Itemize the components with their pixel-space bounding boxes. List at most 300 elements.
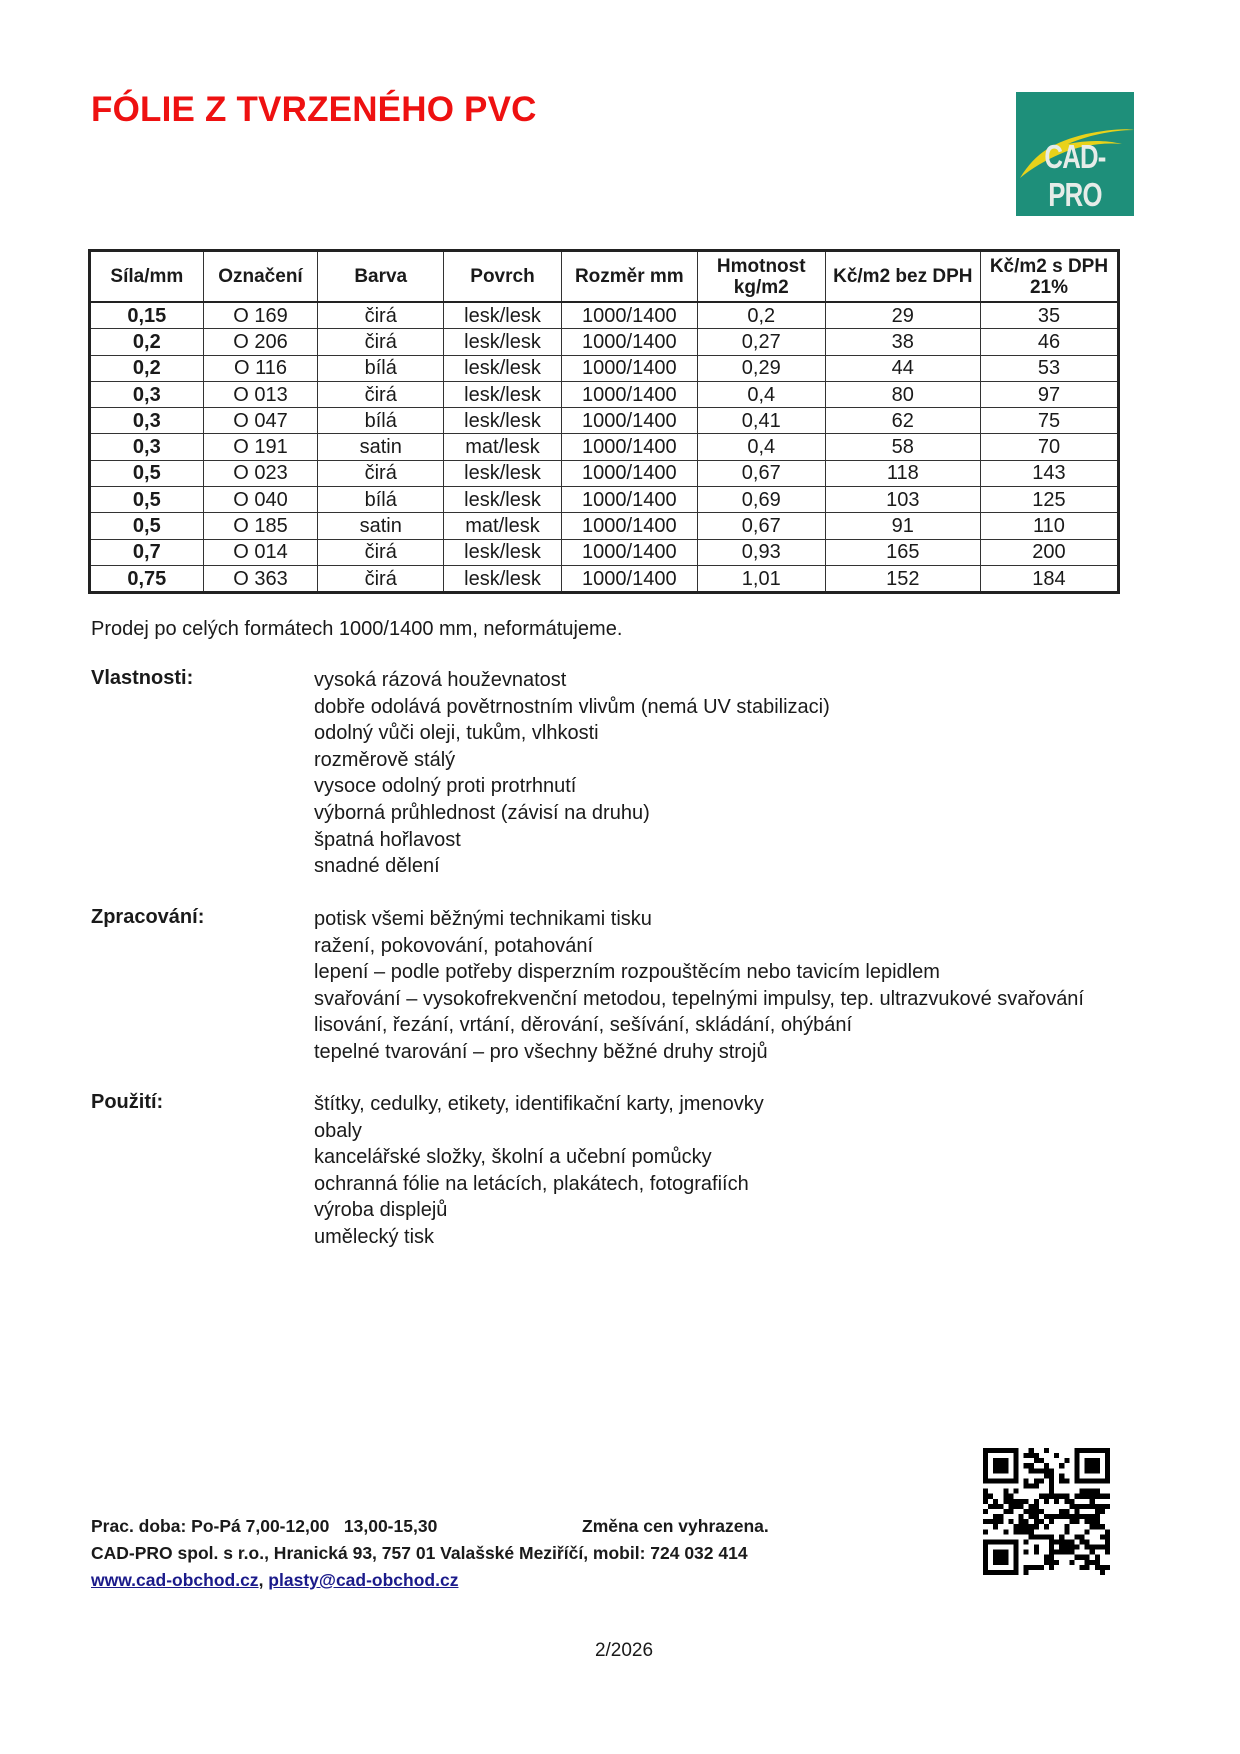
cell-size: 1000/1400: [561, 487, 697, 513]
cell-size: 1000/1400: [561, 434, 697, 460]
table-row: [90, 513, 1119, 539]
qr-module: [1090, 1494, 1095, 1499]
qr-module: [1003, 1468, 1008, 1473]
qr-module: [993, 1478, 998, 1483]
qr-module: [1069, 1539, 1074, 1544]
qr-module: [1064, 1478, 1069, 1483]
qr-module: [1064, 1494, 1069, 1499]
qr-module: [1105, 1565, 1110, 1570]
cell-weight: 0,27: [697, 329, 825, 355]
cell-code: O 169: [203, 302, 318, 329]
cell-thickness: 0,5: [90, 487, 204, 513]
qr-module: [1008, 1448, 1013, 1453]
qr-module: [983, 1463, 988, 1468]
qr-module: [1059, 1514, 1064, 1519]
cell-price-vat: 53: [980, 355, 1118, 381]
qr-module: [1013, 1458, 1018, 1463]
qr-module: [1100, 1478, 1105, 1483]
qr-module: [983, 1494, 988, 1499]
qr-module: [1074, 1478, 1079, 1483]
list-item: lepení – podle potřeby disperzním rozpouštěcím nebo tavicím lepidlem: [314, 961, 940, 984]
qr-module: [1008, 1504, 1013, 1509]
qr-module: [993, 1463, 998, 1468]
qr-module: [1085, 1468, 1090, 1473]
qr-module: [1090, 1468, 1095, 1473]
qr-module: [1034, 1519, 1039, 1524]
qr-module: [1064, 1539, 1069, 1544]
qr-module: [1029, 1463, 1034, 1468]
qr-module: [1085, 1545, 1090, 1550]
qr-module: [1024, 1478, 1029, 1483]
qr-module: [1095, 1494, 1100, 1499]
qr-module: [1034, 1484, 1039, 1489]
qr-module: [1074, 1463, 1079, 1468]
qr-module: [1034, 1545, 1039, 1550]
qr-module: [1090, 1478, 1095, 1483]
cad-pro-logo: [1016, 92, 1134, 216]
qr-module: [1024, 1463, 1029, 1468]
header-size: Rozměr mm: [561, 251, 697, 303]
cell-surface: lesk/lesk: [444, 408, 562, 434]
qr-module: [1105, 1453, 1110, 1458]
cell-surface: lesk/lesk: [444, 381, 562, 407]
list-item: kancelářské složky, školní a učební pomůcky: [314, 1146, 712, 1169]
qr-module: [1024, 1453, 1029, 1458]
qr-module: [1054, 1539, 1059, 1544]
email-link[interactable]: plasty@cad-obchod.cz: [268, 1570, 459, 1590]
qr-module: [998, 1550, 1003, 1555]
qr-module: [1008, 1519, 1013, 1524]
cell-price-no-vat: 118: [825, 460, 980, 486]
cell-surface: lesk/lesk: [444, 460, 562, 486]
qr-module: [1100, 1570, 1105, 1575]
cell-price-vat: 200: [980, 539, 1118, 565]
qr-module: [1059, 1473, 1064, 1478]
qr-module: [1029, 1453, 1034, 1458]
qr-module: [1074, 1519, 1079, 1524]
cell-weight: 0,29: [697, 355, 825, 381]
qr-module: [1059, 1539, 1064, 1544]
qr-module: [998, 1478, 1003, 1483]
list-item: výborná průhlednost (závisí na druhu): [314, 801, 650, 824]
qr-module: [1034, 1499, 1039, 1504]
qr-module: [983, 1453, 988, 1458]
cell-code: O 047: [203, 408, 318, 434]
page-number: 2/2026: [594, 1640, 654, 1661]
qr-module: [1064, 1514, 1069, 1519]
qr-module: [983, 1570, 988, 1575]
qr-module: [1029, 1468, 1034, 1473]
cell-thickness: 0,5: [90, 513, 204, 539]
qr-module: [1044, 1494, 1049, 1499]
qr-module: [1100, 1494, 1105, 1499]
cell-size: 1000/1400: [561, 329, 697, 355]
qr-module: [1095, 1565, 1100, 1570]
qr-module: [1100, 1565, 1105, 1570]
qr-module: [998, 1555, 1003, 1560]
qr-module: [993, 1570, 998, 1575]
table-row: [90, 381, 1119, 407]
qr-module: [1090, 1448, 1095, 1453]
qr-module: [1049, 1468, 1054, 1473]
cell-price-vat: 70: [980, 434, 1118, 460]
qr-module: [1049, 1519, 1054, 1524]
qr-module: [1080, 1514, 1085, 1519]
qr-module: [1095, 1514, 1100, 1519]
qr-module: [993, 1539, 998, 1544]
qr-module: [1059, 1509, 1064, 1514]
qr-module: [1090, 1545, 1095, 1550]
qr-module: [1105, 1448, 1110, 1453]
header-weight: [697, 251, 825, 303]
qr-module: [1029, 1534, 1034, 1539]
qr-module: [983, 1499, 988, 1504]
qr-module: [1095, 1463, 1100, 1468]
qr-module: [1034, 1534, 1039, 1539]
qr-module: [1080, 1555, 1085, 1560]
cell-color: čirá: [318, 302, 444, 329]
qr-module: [983, 1458, 988, 1463]
qr-module: [1080, 1448, 1085, 1453]
list-item: umělecký tisk: [314, 1225, 435, 1248]
qr-module: [1044, 1499, 1049, 1504]
qr-module: [1090, 1519, 1095, 1524]
cell-price-no-vat: 165: [825, 539, 980, 565]
qr-module: [983, 1468, 988, 1473]
qr-module: [988, 1448, 993, 1453]
qr-module: [1105, 1529, 1110, 1534]
header-price-no-vat: Kč/m2 bez DPH: [825, 251, 980, 303]
table-row: [90, 302, 1119, 329]
qr-module: [1064, 1545, 1069, 1550]
qr-module: [1034, 1565, 1039, 1570]
cell-code: O 040: [203, 487, 318, 513]
qr-module: [1049, 1514, 1054, 1519]
qr-module: [1003, 1529, 1008, 1534]
qr-module: [1069, 1504, 1074, 1509]
cell-surface: mat/lesk: [444, 434, 562, 460]
qr-module: [1003, 1550, 1008, 1555]
qr-module: [1024, 1565, 1029, 1570]
qr-module: [983, 1539, 988, 1544]
qr-module: [1034, 1550, 1039, 1555]
qr-module: [1024, 1499, 1029, 1504]
cell-color: čirá: [318, 329, 444, 355]
qr-module: [1069, 1560, 1074, 1565]
cell-weight: 0,93: [697, 539, 825, 565]
qr-module: [1080, 1489, 1085, 1494]
qr-module: [1003, 1570, 1008, 1575]
qr-module: [1074, 1473, 1079, 1478]
qr-module: [1034, 1524, 1039, 1529]
header-weight-line2: kg/m2: [733, 276, 789, 298]
qr-module: [1105, 1458, 1110, 1463]
qr-module: [1008, 1478, 1013, 1483]
table-body: [90, 302, 1119, 593]
qr-module: [998, 1514, 1003, 1519]
qr-module: [998, 1448, 1003, 1453]
qr-module: [1074, 1468, 1079, 1473]
qr-module: [1039, 1458, 1044, 1463]
qr-module: [1100, 1509, 1105, 1514]
qr-module: [1105, 1545, 1110, 1550]
section-label: Zpracování:: [91, 906, 205, 928]
qr-module: [1069, 1514, 1074, 1519]
qr-module: [988, 1504, 993, 1509]
qr-module: [1054, 1514, 1059, 1519]
qr-module: [993, 1550, 998, 1555]
qr-module: [1024, 1550, 1029, 1555]
header-price-vat-line1: Kč/m2 s DPH: [989, 255, 1109, 277]
logo-text: CAD-PRO: [1044, 138, 1106, 213]
cell-thickness: 0,3: [90, 434, 204, 460]
qr-module: [1105, 1463, 1110, 1468]
cell-price-vat: 97: [980, 381, 1118, 407]
qr-module: [1064, 1529, 1069, 1534]
qr-module: [1080, 1478, 1085, 1483]
qr-module: [1024, 1539, 1029, 1544]
cell-price-vat: 110: [980, 513, 1118, 539]
qr-module: [1013, 1468, 1018, 1473]
qr-module: [993, 1514, 998, 1519]
qr-module: [1095, 1468, 1100, 1473]
qr-module: [1085, 1489, 1090, 1494]
qr-module: [1044, 1468, 1049, 1473]
qr-module: [1013, 1478, 1018, 1483]
footer-links: [91, 1570, 458, 1591]
qr-module: [988, 1478, 993, 1483]
qr-module: [998, 1519, 1003, 1524]
qr-module: [1049, 1560, 1054, 1565]
qr-module: [1080, 1534, 1085, 1539]
qr-module: [1105, 1473, 1110, 1478]
cell-code: O 185: [203, 513, 318, 539]
qr-module: [1095, 1489, 1100, 1494]
qr-module: [1044, 1463, 1049, 1468]
qr-module: [998, 1570, 1003, 1575]
list-item: štítky, cedulky, etikety, identifikační karty, jmenovky: [314, 1093, 764, 1115]
qr-module: [1039, 1565, 1044, 1570]
qr-module: [1039, 1478, 1044, 1483]
qr-module: [1034, 1478, 1039, 1483]
qr-module: [1074, 1494, 1079, 1499]
qr-module: [1003, 1458, 1008, 1463]
qr-module: [1049, 1565, 1054, 1570]
qr-module: [1090, 1550, 1095, 1555]
list-item: obaly: [314, 1119, 362, 1142]
qr-module: [1044, 1534, 1049, 1539]
cell-surface: mat/lesk: [444, 513, 562, 539]
qr-module: [1029, 1529, 1034, 1534]
qr-module: [993, 1519, 998, 1524]
cell-surface: lesk/lesk: [444, 487, 562, 513]
cell-price-vat: 35: [980, 302, 1118, 329]
qr-module: [1013, 1504, 1018, 1509]
qr-module: [1024, 1484, 1029, 1489]
qr-module: [1013, 1570, 1018, 1575]
qr-module: [1074, 1458, 1079, 1463]
link-separator: ,: [258, 1570, 269, 1590]
qr-module: [1013, 1499, 1018, 1504]
table-row: [90, 487, 1119, 513]
table-row: [90, 355, 1119, 381]
qr-module: [1054, 1560, 1059, 1565]
section-list: [314, 667, 830, 880]
qr-module: [1105, 1539, 1110, 1544]
qr-module: [1064, 1509, 1069, 1514]
list-item: výroba displejů: [314, 1199, 448, 1222]
cell-surface: lesk/lesk: [444, 565, 562, 592]
header-surface: Povrch: [444, 251, 562, 303]
qr-module: [1085, 1448, 1090, 1453]
qr-module: [1095, 1478, 1100, 1483]
qr-module: [1095, 1545, 1100, 1550]
qr-module: [1019, 1504, 1024, 1509]
cell-surface: lesk/lesk: [444, 329, 562, 355]
qr-module: [1049, 1489, 1054, 1494]
qr-module: [1095, 1504, 1100, 1509]
qr-module: [1054, 1453, 1059, 1458]
list-item: vysoce odolný proti protrhnutí: [314, 775, 577, 798]
qr-module: [1105, 1550, 1110, 1555]
qr-module: [1019, 1519, 1024, 1524]
qr-module: [1095, 1458, 1100, 1463]
qr-module: [1105, 1468, 1110, 1473]
cell-weight: 0,4: [697, 434, 825, 460]
qr-module: [1013, 1539, 1018, 1544]
qr-module: [1069, 1545, 1074, 1550]
qr-module: [1095, 1524, 1100, 1529]
qr-module: [1044, 1448, 1049, 1453]
qr-module: [1090, 1458, 1095, 1463]
qr-module: [1090, 1499, 1095, 1504]
qr-module: [1049, 1545, 1054, 1550]
cell-price-vat: 46: [980, 329, 1118, 355]
qr-module: [993, 1458, 998, 1463]
qr-module: [1039, 1468, 1044, 1473]
cell-thickness: 0,15: [90, 302, 204, 329]
qr-module: [1029, 1514, 1034, 1519]
qr-module: [993, 1499, 998, 1504]
website-link[interactable]: www.cad-obchod.cz: [91, 1570, 259, 1590]
table-header-row: [90, 251, 1119, 303]
cell-surface: lesk/lesk: [444, 539, 562, 565]
qr-module: [1013, 1463, 1018, 1468]
qr-module: [1044, 1473, 1049, 1478]
qr-module: [1029, 1448, 1034, 1453]
list-item: odolný vůči oleji, tukům, vlhkosti: [314, 722, 599, 745]
header-thickness: Síla/mm: [90, 251, 204, 303]
qr-module: [1019, 1499, 1024, 1504]
qr-module: [988, 1570, 993, 1575]
cell-code: O 116: [203, 355, 318, 381]
qr-module: [1039, 1534, 1044, 1539]
qr-module: [998, 1504, 1003, 1509]
cell-size: 1000/1400: [561, 381, 697, 407]
qr-module: [1085, 1565, 1090, 1570]
section-list: [314, 1091, 764, 1251]
qr-module: [1095, 1509, 1100, 1514]
qr-module: [1003, 1463, 1008, 1468]
cell-price-no-vat: 91: [825, 513, 980, 539]
qr-module: [1013, 1524, 1018, 1529]
list-item: lisování, řezání, vrtání, děrování, sešívání, skládání, ohýbání: [314, 1014, 853, 1037]
qr-module: [1074, 1534, 1079, 1539]
qr-module: [993, 1555, 998, 1560]
qr-module: [1013, 1560, 1018, 1565]
qr-module: [1019, 1514, 1024, 1519]
qr-module: [1105, 1534, 1110, 1539]
qr-module: [1085, 1458, 1090, 1463]
qr-module: [1013, 1545, 1018, 1550]
qr-module: [1090, 1489, 1095, 1494]
qr-module: [1013, 1489, 1018, 1494]
table-row: [90, 329, 1119, 355]
footer-hours-row: [91, 1516, 437, 1537]
qr-module: [1008, 1494, 1013, 1499]
cell-price-no-vat: 58: [825, 434, 980, 460]
qr-module: [1029, 1509, 1034, 1514]
qr-module: [1029, 1565, 1034, 1570]
cell-weight: 0,67: [697, 460, 825, 486]
table-row: [90, 565, 1119, 592]
qr-module: [1064, 1550, 1069, 1555]
qr-module: [1074, 1514, 1079, 1519]
cell-size: 1000/1400: [561, 302, 697, 329]
qr-module: [1095, 1560, 1100, 1565]
qr-module: [1059, 1550, 1064, 1555]
cell-weight: 0,69: [697, 487, 825, 513]
qr-module: [1008, 1570, 1013, 1575]
table-row: [90, 460, 1119, 486]
qr-module: [1024, 1570, 1029, 1575]
qr-module: [1019, 1524, 1024, 1529]
cell-code: O 023: [203, 460, 318, 486]
qr-module: [1069, 1519, 1074, 1524]
qr-module: [1095, 1519, 1100, 1524]
qr-module: [1013, 1529, 1018, 1534]
header-color: Barva: [318, 251, 444, 303]
cell-price-no-vat: 62: [825, 408, 980, 434]
list-item: svařování – vysokofrekvenční metodou, tepelnými impulsy, tep. ultrazvukové svařování: [314, 987, 1084, 1010]
table-row: [90, 434, 1119, 460]
qr-module: [1085, 1463, 1090, 1468]
cell-color: čirá: [318, 539, 444, 565]
qr-module: [998, 1458, 1003, 1463]
qr-module: [1013, 1550, 1018, 1555]
qr-module: [1074, 1555, 1079, 1560]
cell-color: čirá: [318, 381, 444, 407]
qr-module: [1049, 1534, 1054, 1539]
qr-module: [998, 1560, 1003, 1565]
header-price-vat-line2: 21%: [1029, 276, 1068, 298]
cell-color: satin: [318, 513, 444, 539]
qr-module: [1085, 1529, 1090, 1534]
qr-module: [1008, 1539, 1013, 1544]
qr-module: [1039, 1509, 1044, 1514]
qr-module: [1049, 1478, 1054, 1483]
qr-module: [983, 1565, 988, 1570]
qr-module: [988, 1494, 993, 1499]
cell-thickness: 0,75: [90, 565, 204, 592]
qr-module: [1080, 1504, 1085, 1509]
qr-module: [1003, 1509, 1008, 1514]
list-item: vysoká rázová houževnatost: [314, 669, 567, 691]
qr-module: [1059, 1478, 1064, 1483]
qr-code-icon[interactable]: [983, 1448, 1110, 1575]
list-item: dobře odolává povětrnostním vlivům (nemá UV stabilizaci): [314, 695, 830, 718]
qr-module: [1064, 1524, 1069, 1529]
